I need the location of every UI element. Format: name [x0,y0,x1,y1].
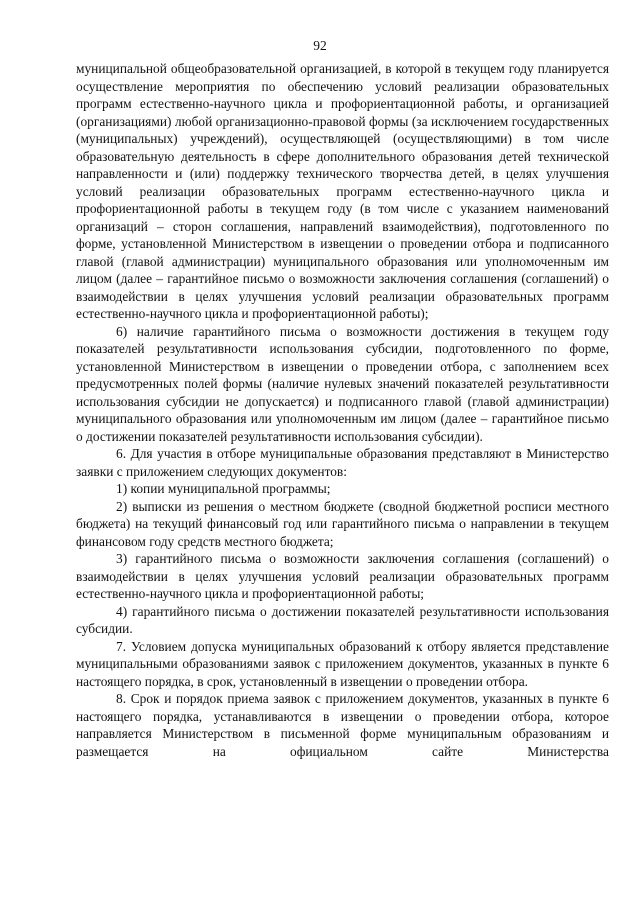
paragraph-clause-6-item-4: 4) гарантийного письма о достижении показателей результативности использования субсидии. [76,603,609,636]
paragraph-clause-6-item-1: 1) копии муниципальной программы; [116,481,331,496]
paragraph-clause-6-item-2: 2) выписки из решения о местном бюджете (сводной бюджетной росписи местного бюджета) на текущий финансовый год или гарантийного письма о направлении в текущем финансовом году средств местного бюджета; [76,498,609,549]
paragraph-clause-6-item-3: 3) гарантийного письма о возможности заключения соглашения (соглашений) о взаимодействии в целях улучшения условий реализации образовательных программ естественно-научного цикла и профориентационной работы; [76,551,609,601]
paragraph-item-6-letter-of-guarantee: 6) наличие гарантийного письма о возможности достижения в текущем году показателей результативности использования субсидии, подготовленного по форме, установленной Министерством в извещении о проведении отбора, с заполнением всех предусмотренных полей формы (наличие нулевых значений показателей результативности использования субсидии не допускается) и подписанного главой (главой администрации) муниципального образования или уполномоченным им лицом (далее – гарантийное письмо о достижении показателей результативности использования субсидии). [76,323,609,444]
paragraph-clause-8: 8. Срок и порядок приема заявок с приложением документов, указанных в пункте 6 настоящего порядка, устанавливаются в извещении о проведении отбора, которое направляется Министерством в письменной форме муниципальным образованиям и размещается на официальном сайте Министерства [76,691,609,759]
paragraph-continuation: муниципальной общеобразовательной организацией, в которой в текущем году планируется осуществление мероприятия по обеспечению условий реализации образовательных программ естественно-научного цикла и профориентационной работы, и организацией (организациями) любой организационно-правовой формы (за исключением государственных (муниципальных) учреждений), осуществляющей (осуществляющими) в том числе образовательную деятельность в сфере дополнительного образования детей технической направленности и (или) поддержку технического творчества детей, в целях улучшения условий реализации образовательных программ естественно-научного цикла и профориентационной работы в текущем году (в том числе с указанием наименований организаций – сторон соглашения, направлений взаимодействия), подготовленного по форме, установленной Министерством в извещении о проведении отбора и подписанного главой (главой администрации) муниципального образования или уполномоченным им лицом (далее – гарантийное письмо о возможности заключения соглашения (соглашений) о взаимодействии в целях улучшения условий реализации образовательных программ естественно-научного цикла и профориентационной работы); [76,61,609,321]
paragraph-clause-6: 6. Для участия в отборе муниципальные образования представляют в Министерство заявки с приложением следующих документов: [76,446,609,479]
page-number: 92 [313,38,327,53]
paragraph-clause-7: 7. Условием допуска муниципальных образований к отбору является представление муниципальными образованиями заявок с приложением документов, указанных в пункте 6 настоящего порядка, в срок, установленный в извещении о проведении отбора. [76,638,609,689]
page-body [76,60,609,760]
